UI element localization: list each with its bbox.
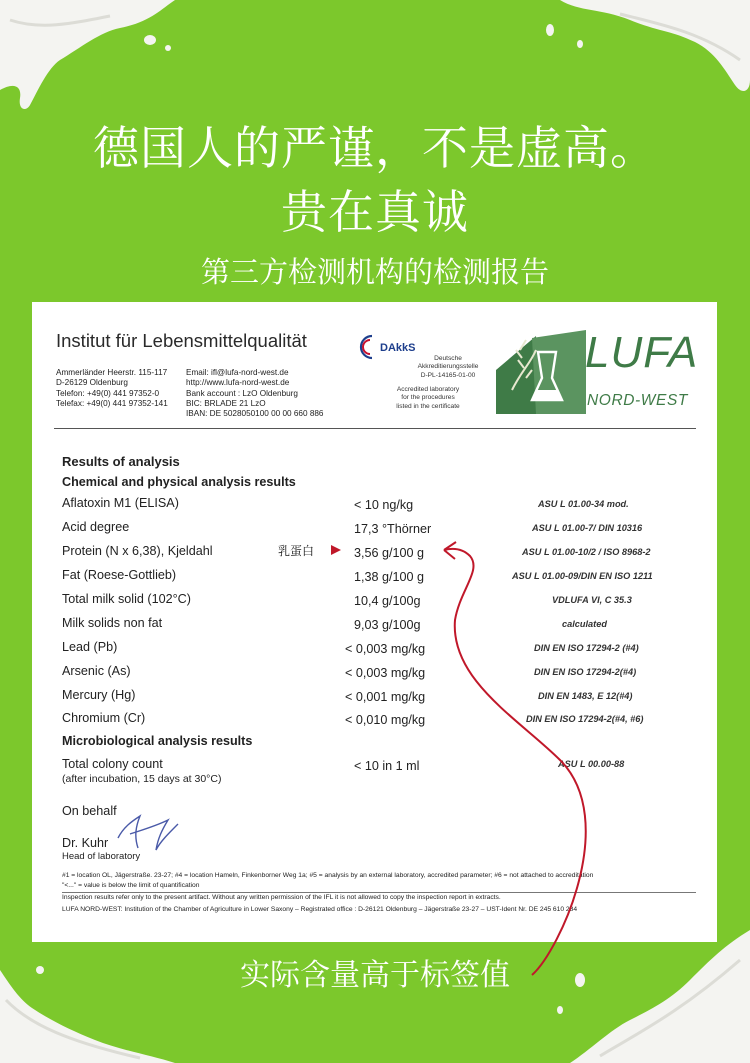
analysis-row-value: 1,38 g/100 g — [354, 570, 425, 584]
institute-name: Institut für Lebensmittelqualität — [56, 330, 307, 351]
lufa-logo-text: LUFA — [585, 328, 699, 377]
colony-count-value: < 10 in 1 ml — [354, 759, 420, 773]
footnote-3: Inspection results refer only to the present artifact. Without any written permission of the IFL it is not allowed to copy the inspection report in extracts. — [62, 894, 501, 901]
footnote-2: "<..." = value is below the limit of quantification — [62, 882, 200, 889]
lab-report-document — [32, 302, 717, 942]
analysis-row-method: calculated — [562, 619, 607, 629]
analysis-row-name: Acid degree — [62, 520, 130, 534]
signer-name: Dr. Kuhr — [62, 836, 109, 850]
analysis-row-method: ASU L 01.00-09/DIN EN ISO 1211 — [512, 571, 653, 581]
analysis-row-name: Fat (Roese-Gottlieb) — [62, 568, 177, 582]
analysis-row-method: ASU L 01.00-7/ DIN 10316 — [532, 523, 643, 533]
on-behalf-text: On behalf — [62, 804, 117, 818]
lufa-region-text: NORD-WEST — [587, 392, 688, 409]
analysis-row-value: < 0,001 mg/kg — [345, 690, 426, 704]
results-title: Results of analysis — [62, 454, 180, 469]
analysis-row-value: < 0,003 mg/kg — [345, 666, 426, 680]
analysis-row-method: DIN EN ISO 17294-2(#4, #6) — [526, 714, 644, 724]
colony-count-method: ASU L 00.00-88 — [558, 759, 625, 769]
analysis-row-name: Protein (N x 6,38), Kjeldahl — [62, 544, 213, 558]
analysis-row-name: Total milk solid (102°C) — [62, 592, 191, 606]
analysis-row-name: Milk solids non fat — [62, 616, 163, 630]
dakks-logo-text: DAkkS — [380, 342, 416, 354]
analysis-row-value: < 10 ng/kg — [354, 498, 414, 512]
analysis-row-method: ASU L 01.00-10/2 / ISO 8968-2 — [522, 547, 651, 557]
lufa-logo-icon — [496, 330, 586, 414]
analysis-row-name: Aflatoxin M1 (ELISA) — [62, 496, 179, 510]
institute-contact: Email: ifl@lufa-nord-west.de http://www.lufa-nord-west.de Bank account : LzO Oldenburg BIC: BRLADE 21 LzO IBAN: DE 5028050100 00 00 660 886 — [186, 368, 324, 419]
analysis-row-value: < 0,003 mg/kg — [345, 642, 426, 656]
milk-protein-label: 乳蛋白 — [278, 544, 315, 558]
analysis-row-name: Mercury (Hg) — [62, 688, 136, 702]
micro-section-title: Microbiological analysis results — [62, 734, 253, 748]
footnote-1: #1 = location OL, Jägerstraße. 23-27; #4 = location Hameln, Finkenborner Weg 1a; #5 = analysis by an external laboratory, accredited parameter; #6 = not attached to accreditation — [62, 872, 594, 879]
footer-divider — [62, 892, 696, 893]
chemical-section-title: Chemical and physical analysis results — [62, 475, 296, 489]
analysis-row-method: DIN EN ISO 17294-2 (#4) — [534, 643, 639, 653]
dakks-accredited-text: Accredited laboratory for the procedures listed in the certificate — [396, 386, 460, 410]
analysis-row-value: 3,56 g/100 g — [354, 546, 425, 560]
institute-address: Ammerländer Heerstr. 115-117 D-26129 Oldenburg Telefon: +49(0) 441 97352-0 Telefax: +49(0) 441 97352-141 — [56, 368, 168, 408]
analysis-row-value: 10,4 g/100g — [354, 594, 421, 608]
dakks-logo-icon — [358, 334, 380, 360]
analysis-row-method: VDLUFA VI, C 35.3 — [552, 595, 632, 605]
colony-count-note: (after incubation, 15 days at 30°C) — [62, 773, 222, 785]
analysis-row-name: Chromium (Cr) — [62, 711, 146, 725]
milk-splash-top-right — [520, 0, 750, 110]
analysis-row-method: DIN EN 1483, E 12(#4) — [538, 691, 633, 701]
bottom-caption: 实际含量高于标签值 — [240, 958, 510, 993]
pointer-triangle-icon — [330, 544, 342, 556]
analysis-row-name: Lead (Pb) — [62, 640, 118, 654]
analysis-row-name: Arsenic (As) — [62, 664, 131, 678]
milk-splash-top-left — [0, 0, 200, 120]
analysis-row-value: 9,03 g/100g — [354, 618, 421, 632]
analysis-row-value: 17,3 °Thörner — [354, 522, 432, 536]
headline-subtitle: 第三方检测机构的检测报告 — [200, 255, 549, 289]
analysis-row-method: DIN EN ISO 17294-2(#4) — [534, 667, 637, 677]
analysis-row-value: < 0,010 mg/kg — [345, 713, 426, 727]
dakks-accreditation-text: Deutsche Akkreditierungsstelle D-PL-14165-01-00 — [417, 355, 479, 379]
headline-line-2: 贵在真诚 — [281, 185, 469, 239]
header-divider — [54, 428, 696, 429]
signer-role: Head of laboratory — [62, 851, 141, 862]
headline-line-1: 德国人的严谨，不是虚高。 — [93, 121, 657, 175]
footnote-4: LUFA NORD-WEST: Institution of the Chamber of Agriculture in Lower Saxony – Registrated office : D-26121 Oldenburg – Jägerstraße 23-27 – UST-Ident Nr. DE 245 610 284 — [62, 906, 578, 913]
colony-count-name: Total colony count — [62, 757, 163, 771]
analysis-row-method: ASU L 01.00-34 mod. — [538, 499, 629, 509]
